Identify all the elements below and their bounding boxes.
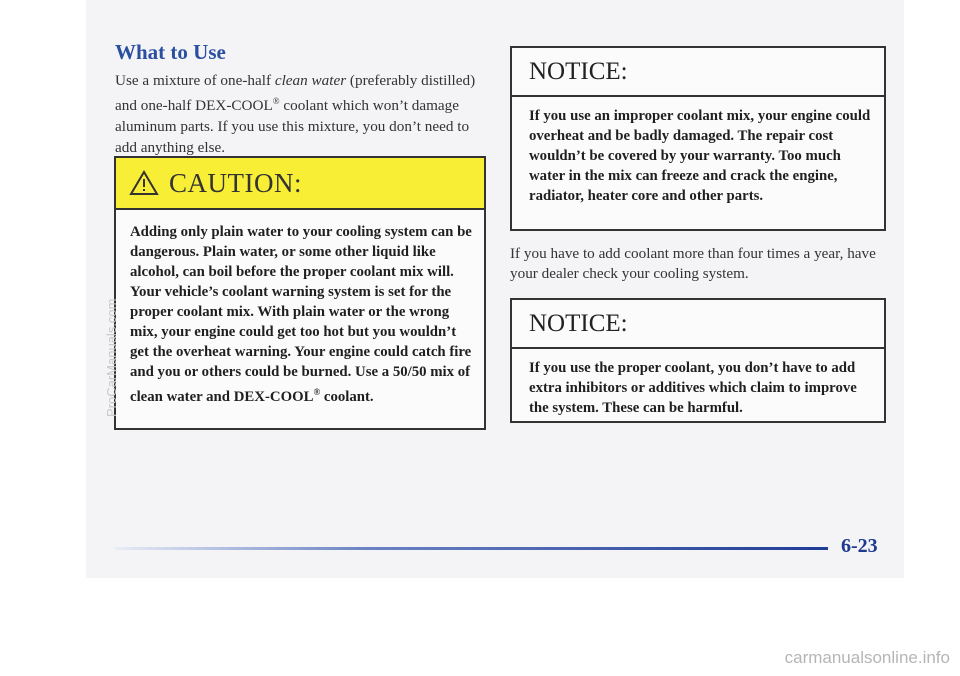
notice-box-coolant-mix <box>510 46 886 231</box>
caution-body <box>116 210 484 407</box>
warning-triangle-icon <box>129 170 159 196</box>
intro-part2: (preferably distilled) and one-half DEX-COOL <box>115 72 476 115</box>
caution-box <box>114 156 486 430</box>
footer-rule <box>115 547 828 550</box>
caution-title: CAUTION: <box>169 167 302 198</box>
notice-header <box>512 48 884 97</box>
caution-header <box>116 158 484 210</box>
page-number: 6-23 <box>841 535 878 557</box>
caution-reg-mark: ® <box>313 387 321 397</box>
notice-title: NOTICE: <box>529 309 628 337</box>
intro-part3: coolant which won’t damage aluminum parts. If you use this mixture, you don’t need to add anything else. <box>115 97 470 157</box>
caution-text: Adding only plain water to your cooling system can be dangerous. Plain water, or some other liquid like alcohol, can boil before the proper coolant mix will. Your vehicle’s coolant warning system is set for the proper coolant mix. With plain water or the wrong mix, your engine could get too hot but you wouldn’t get the overheat warning. Your engine could catch fire and you or others could be burned. Use a 50/50 mix of clean water and DEX-COOL <box>130 224 472 405</box>
section-heading: What to Use <box>115 40 226 64</box>
side-watermark-text: ProCarManuals.com <box>104 298 119 417</box>
intro-italic: clean water <box>274 72 347 89</box>
bottom-watermark: carmanualsonline.info <box>784 648 950 667</box>
intro-part1: Use a mixture of one-half <box>115 72 275 89</box>
notice-body: If you use an improper coolant mix, your engine could overheat and be badly damaged. The repair cost wouldn’t be covered by your warranty. Too much water in the mix can freeze and crack the engine, radiator, heater core and other parts. <box>529 108 871 204</box>
intro-reg-mark: ® <box>272 96 280 106</box>
intro-paragraph <box>115 70 485 158</box>
notice-header <box>512 300 884 349</box>
add-coolant-paragraph: If you have to add coolant more than four times a year, have your dealer check your cooling system. <box>510 245 876 282</box>
notice-box-inhibitors <box>510 298 886 423</box>
notice-title: NOTICE: <box>529 57 628 85</box>
notice-body: If you use the proper coolant, you don’t have to add extra inhibitors or additives which claim to improve the system. These can be harmful. <box>529 360 857 416</box>
caution-text-end: coolant. <box>320 388 374 405</box>
